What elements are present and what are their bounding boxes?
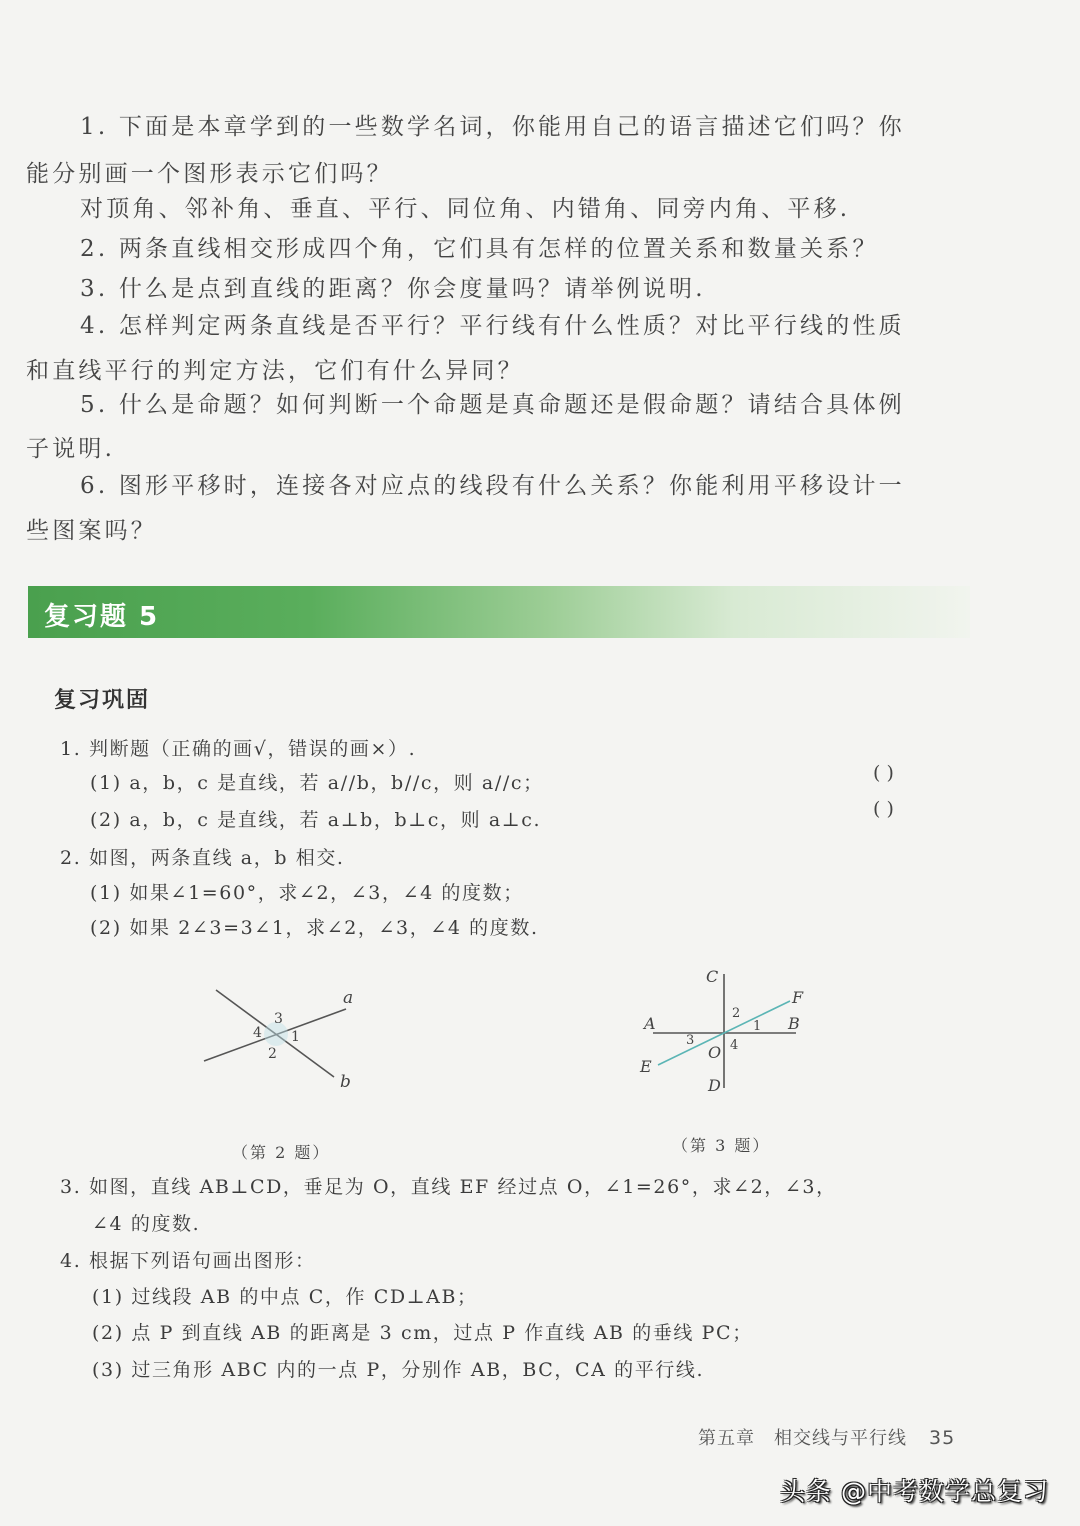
point-A-label: A: [644, 1014, 656, 1033]
exercise-2-part2: (2) 如果 2∠3=3∠1，求∠2，∠3，∠4 的度数.: [90, 917, 539, 939]
summary-q5-line2: 子说明.: [26, 436, 116, 462]
point-C-label: C: [706, 967, 719, 986]
summary-q3: 3. 什么是点到直线的距离？你会度量吗？请举例说明.: [80, 276, 706, 302]
section-banner: [28, 586, 970, 638]
label-b: b: [340, 1072, 351, 1092]
exercise-1-title: 1. 判断题（正确的画√，错误的画×）.: [60, 738, 417, 760]
angle-3-label: 3: [686, 1033, 695, 1048]
answer-blank-1: ( ): [873, 762, 894, 784]
summary-q4-line2: 和直线平行的判定方法，它们有什么异同？: [26, 358, 524, 384]
exercise-2-part1: (1) 如果∠1=60°，求∠2，∠3，∠4 的度数；: [90, 882, 524, 904]
exercise-4-part2: (2) 点 P 到直线 AB 的距离是 3 cm，过点 P 作直线 AB 的垂线 PC；: [92, 1322, 753, 1344]
exercise-3-line1: 3. 如图，直线 AB⊥CD，垂足为 O，直线 EF 经过点 O，∠1=26°，求∠2，∠3，: [60, 1176, 837, 1198]
exercise-4-part1: (1) 过线段 AB 的中点 C，作 CD⊥AB；: [92, 1286, 478, 1308]
angle-2-label: 2: [268, 1046, 277, 1062]
exercise-1-part1: (1) a，b，c 是直线，若 a//b，b//c，则 a//c；: [90, 772, 544, 794]
angle-2-label: 2: [732, 1006, 741, 1021]
summary-q6-line1: 6. 图形平移时，连接各对应点的线段有什么关系？你能利用平移设计一: [80, 473, 905, 499]
angle-3-label: 3: [274, 1011, 283, 1027]
exercise-4-part3: (3) 过三角形 ABC 内的一点 P，分别作 AB，BC，CA 的平行线.: [92, 1359, 705, 1381]
angle-1-label: 1: [753, 1019, 762, 1034]
label-a: a: [343, 988, 354, 1008]
exercise-2-title: 2. 如图，两条直线 a，b 相交.: [60, 847, 345, 869]
watermark: 头条 @中考数学总复习: [780, 1477, 1049, 1506]
summary-q1-line2: 能分别画一个图形表示它们吗？: [26, 161, 393, 187]
figure-2-caption: （第 2 题）: [232, 1143, 331, 1162]
summary-q2: 2. 两条直线相交形成四个角，它们具有怎样的位置关系和数量关系？: [80, 236, 879, 262]
figure-3-caption: （第 3 题）: [672, 1136, 771, 1155]
figure-2-intersecting-lines: [180, 960, 400, 1110]
point-D-label: D: [708, 1076, 721, 1095]
subsection-heading: 复习巩固: [54, 688, 151, 713]
summary-q1-terms: 对顶角、邻补角、垂直、平行、同位角、内错角、同旁内角、平移.: [80, 196, 851, 222]
point-O-label: O: [708, 1043, 722, 1062]
page-footer: [698, 1424, 955, 1450]
exercise-3-line2: ∠4 的度数.: [92, 1213, 201, 1235]
angle-1-label: 1: [291, 1029, 300, 1045]
summary-q1-line1: 1. 下面是本章学到的一些数学名词，你能用自己的语言描述它们吗？你: [80, 114, 905, 140]
page-number: 35: [929, 1427, 956, 1449]
exercise-1-part2: (2) a，b，c 是直线，若 a⊥b，b⊥c，则 a⊥c.: [90, 809, 542, 831]
angle-4-label: 4: [253, 1025, 262, 1041]
summary-q5-line1: 5. 什么是命题？如何判断一个命题是真命题还是假命题？请结合具体例: [80, 392, 905, 418]
angle-4-label: 4: [730, 1038, 739, 1053]
point-B-label: B: [788, 1014, 800, 1033]
figure-3-perpendicular-lines: [620, 960, 830, 1110]
chapter-title: 第五章 相交线与平行线: [698, 1428, 907, 1449]
point-F-label: F: [792, 988, 804, 1007]
summary-q6-line2: 些图案吗？: [26, 518, 157, 544]
section-title: 复习题 5: [44, 602, 160, 632]
point-E-label: E: [640, 1057, 652, 1076]
summary-q4-line1: 4. 怎样判定两条直线是否平行？平行线有什么性质？对比平行线的性质: [80, 313, 905, 339]
exercise-4-title: 4. 根据下列语句画出图形：: [60, 1250, 316, 1272]
answer-blank-2: ( ): [873, 798, 894, 820]
